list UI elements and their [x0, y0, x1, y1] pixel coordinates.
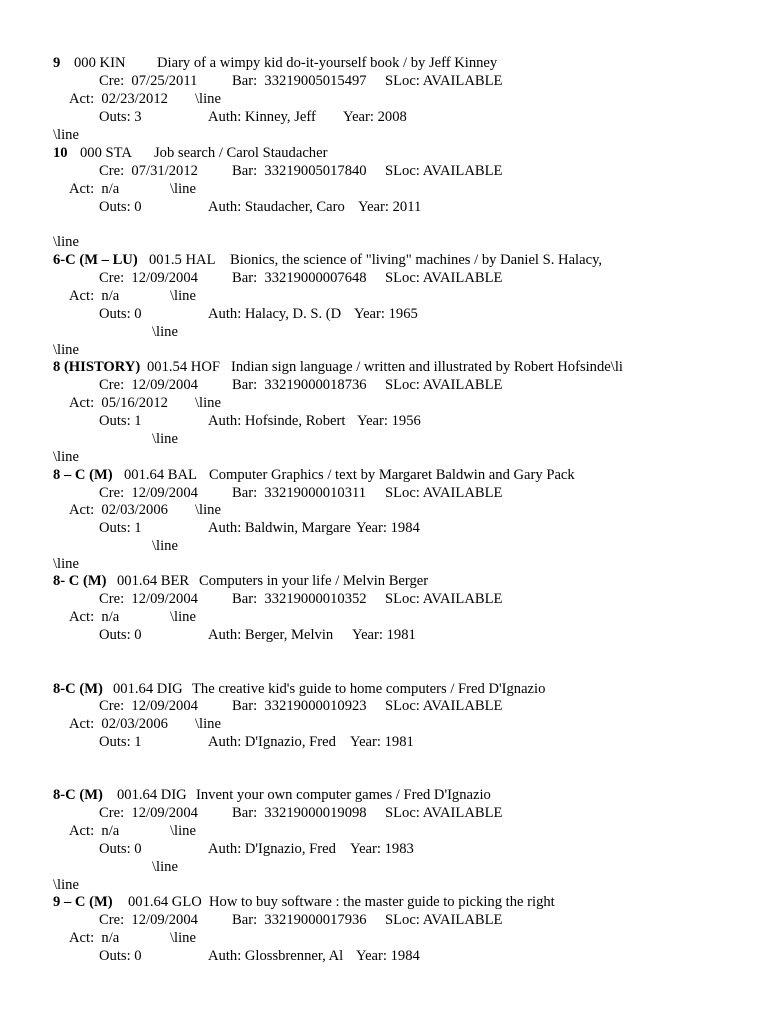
record-created: Cre: 12/09/2004 — [99, 270, 198, 286]
record-shelf-location: SLoc: AVAILABLE — [385, 377, 503, 393]
record-title: Job search / Carol Staudacher — [154, 145, 328, 161]
record-outs: Outs: 0 — [99, 306, 142, 322]
record-author: Auth: Halacy, D. S. (D — [208, 306, 342, 322]
record-barcode: Bar: 33219000010352 — [232, 591, 367, 607]
record-shelf-location: SLoc: AVAILABLE — [385, 73, 503, 89]
record-author: Auth: Berger, Melvin — [208, 627, 334, 643]
record-barcode: Bar: 33219000019098 — [232, 805, 367, 821]
record-call-number: 001.64 DIG — [117, 787, 187, 803]
record-outs: Outs: 3 — [99, 109, 142, 125]
record-activity: Act: 02/23/2012 — [69, 91, 168, 107]
record-year: Year: 1965 — [354, 306, 418, 322]
record-activity: Act: 02/03/2006 — [69, 502, 168, 518]
record-year: Year: 1984 — [356, 948, 420, 964]
record-shelf-location: SLoc: AVAILABLE — [385, 270, 503, 286]
record-created: Cre: 07/31/2012 — [99, 163, 198, 179]
record-created: Cre: 12/09/2004 — [99, 698, 198, 714]
record-activity: Act: n/a — [69, 823, 120, 839]
record-year: Year: 1981 — [350, 734, 414, 750]
record-level: 10 — [53, 145, 68, 161]
record-activity: Act: n/a — [69, 930, 120, 946]
record-level: 8 (HISTORY) — [53, 359, 141, 375]
record-call-number: 001.64 BER — [117, 573, 190, 589]
record-barcode: Bar: 33219000018736 — [232, 377, 367, 393]
record-activity-marker: \line — [195, 91, 221, 107]
record-activity: Act: 05/16/2012 — [69, 395, 168, 411]
record-outs: Outs: 0 — [99, 948, 142, 964]
record-activity: Act: n/a — [69, 181, 120, 197]
record-level: 8-C (M) — [53, 681, 103, 697]
record-activity-marker: \line — [195, 716, 221, 732]
record-activity-marker: \line — [170, 609, 196, 625]
record-created: Cre: 12/09/2004 — [99, 805, 198, 821]
line-marker: \line — [53, 234, 79, 250]
record-activity: Act: n/a — [69, 288, 120, 304]
line-marker: \line — [53, 877, 79, 893]
record-created: Cre: 07/25/2011 — [99, 73, 198, 89]
record-author: Auth: Kinney, Jeff — [208, 109, 316, 125]
record-call-number: 001.54 HOF — [147, 359, 220, 375]
record-barcode: Bar: 33219005015497 — [232, 73, 367, 89]
record-outs: Outs: 0 — [99, 841, 142, 857]
record-barcode: Bar: 33219000010923 — [232, 698, 367, 714]
record-call-number: 000 KIN — [74, 55, 126, 71]
record-call-number: 001.64 BAL — [124, 467, 197, 483]
record-level: 8 – C (M) — [53, 467, 113, 483]
record-author: Auth: Baldwin, Margare — [208, 520, 351, 536]
record-level: 9 – C (M) — [53, 894, 113, 910]
record-shelf-location: SLoc: AVAILABLE — [385, 591, 503, 607]
record-author: Auth: Glossbrenner, Al — [208, 948, 344, 964]
record-year: Year: 2008 — [343, 109, 407, 125]
record-level: 8- C (M) — [53, 573, 107, 589]
record-year: Year: 1956 — [357, 413, 421, 429]
record-level: 9 — [53, 55, 61, 71]
record-level: 6-C (M – LU) — [53, 252, 138, 268]
record-outs: Outs: 1 — [99, 520, 142, 536]
record-title: Indian sign language / written and illustrated by Robert Hofsinde\li — [231, 359, 623, 375]
record-year: Year: 1983 — [350, 841, 414, 857]
line-marker: \line — [53, 556, 79, 572]
record-author: Auth: Hofsinde, Robert — [208, 413, 346, 429]
record-call-number: 001.64 GLO — [128, 894, 202, 910]
record-created: Cre: 12/09/2004 — [99, 377, 198, 393]
record-title: Computer Graphics / text by Margaret Baldwin and Gary Pack — [209, 467, 575, 483]
record-shelf-location: SLoc: AVAILABLE — [385, 698, 503, 714]
record-created: Cre: 12/09/2004 — [99, 912, 198, 928]
record-title: Diary of a wimpy kid do-it-yourself book / by Jeff Kinney — [157, 55, 498, 71]
record-activity: Act: 02/03/2006 — [69, 716, 168, 732]
record-author: Auth: Staudacher, Caro — [208, 199, 345, 215]
record-barcode: Bar: 33219000010311 — [232, 485, 367, 501]
record-call-number: 001.5 HAL — [149, 252, 216, 268]
line-marker: \line — [53, 342, 79, 358]
record-title: The creative kid's guide to home computers / Fred D'Ignazio — [192, 681, 546, 697]
record-end-marker: \line — [152, 859, 178, 875]
record-author: Auth: D'Ignazio, Fred — [208, 841, 336, 857]
record-created: Cre: 12/09/2004 — [99, 485, 198, 501]
record-level: 8-C (M) — [53, 787, 103, 803]
line-marker: \line — [53, 127, 79, 143]
record-activity-marker: \line — [195, 395, 221, 411]
record-year: Year: 1981 — [352, 627, 416, 643]
record-shelf-location: SLoc: AVAILABLE — [385, 805, 503, 821]
record-activity: Act: n/a — [69, 609, 120, 625]
record-activity-marker: \line — [170, 181, 196, 197]
record-title: How to buy software : the master guide to picking the right — [209, 894, 555, 910]
record-call-number: 001.64 DIG — [113, 681, 183, 697]
record-activity-marker: \line — [170, 288, 196, 304]
record-title: Invent your own computer games / Fred D'Ignazio — [196, 787, 491, 803]
record-shelf-location: SLoc: AVAILABLE — [385, 912, 503, 928]
record-activity-marker: \line — [170, 823, 196, 839]
record-activity-marker: \line — [170, 930, 196, 946]
record-title: Bionics, the science of "living" machines / by Daniel S. Halacy, — [230, 252, 603, 268]
line-marker: \line — [53, 449, 79, 465]
record-end-marker: \line — [152, 324, 178, 340]
record-outs: Outs: 0 — [99, 627, 142, 643]
record-activity-marker: \line — [195, 502, 221, 518]
record-barcode: Bar: 33219005017840 — [232, 163, 367, 179]
record-year: Year: 2011 — [358, 199, 422, 215]
record-title: Computers in your life / Melvin Berger — [199, 573, 429, 589]
record-outs: Outs: 0 — [99, 199, 142, 215]
record-end-marker: \line — [152, 431, 178, 447]
record-shelf-location: SLoc: AVAILABLE — [385, 163, 503, 179]
record-call-number: 000 STA — [80, 145, 132, 161]
record-shelf-location: SLoc: AVAILABLE — [385, 485, 503, 501]
record-created: Cre: 12/09/2004 — [99, 591, 198, 607]
record-barcode: Bar: 33219000007648 — [232, 270, 367, 286]
record-year: Year: 1984 — [356, 520, 420, 536]
record-outs: Outs: 1 — [99, 734, 142, 750]
record-outs: Outs: 1 — [99, 413, 142, 429]
record-barcode: Bar: 33219000017936 — [232, 912, 367, 928]
record-author: Auth: D'Ignazio, Fred — [208, 734, 336, 750]
record-end-marker: \line — [152, 538, 178, 554]
